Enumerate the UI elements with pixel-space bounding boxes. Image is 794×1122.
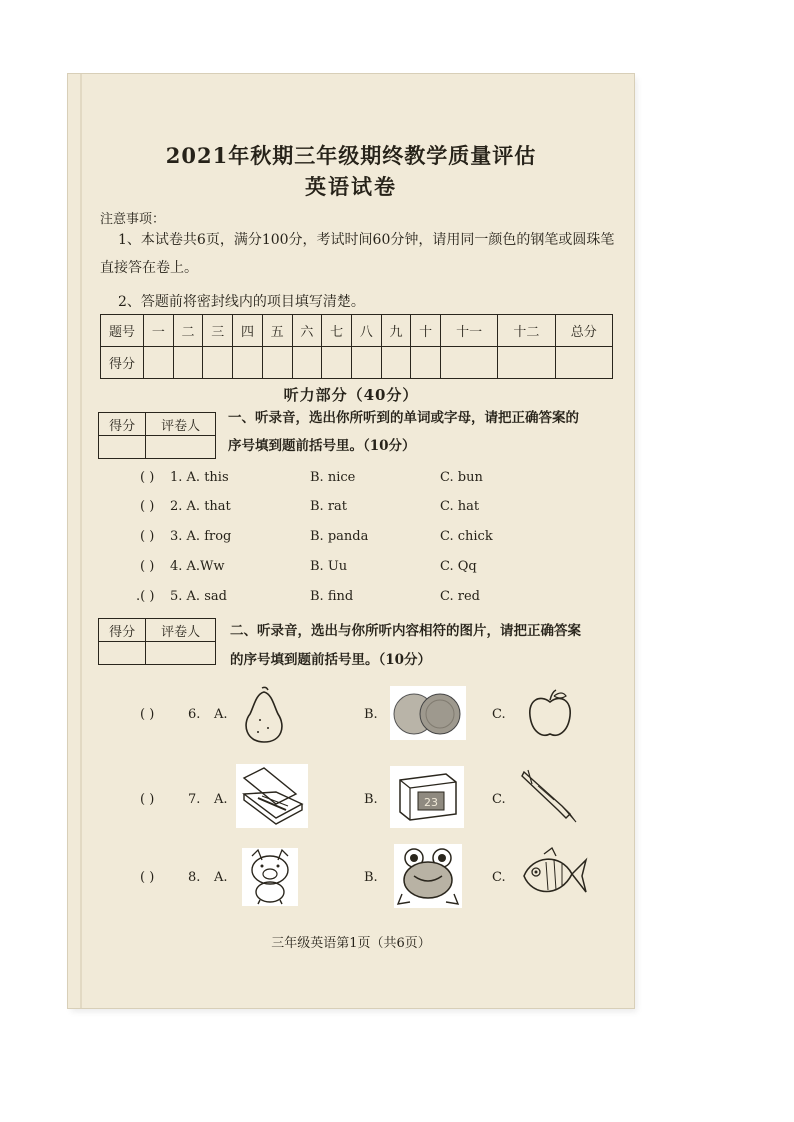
pen-picture[interactable] — [518, 766, 580, 828]
answer-bracket[interactable]: ( ) — [140, 529, 155, 544]
option-b: B. nice — [310, 470, 356, 485]
option-c: C. chick — [440, 529, 493, 544]
score-table-header: 三 — [203, 315, 233, 347]
pig-picture[interactable] — [242, 848, 298, 906]
score-cell[interactable] — [322, 347, 352, 379]
score-table-header: 十二 — [498, 315, 555, 347]
notice-item-2: 2、答题前将密封线内的项目填写清楚。 — [118, 294, 365, 310]
grader-name-cell[interactable] — [146, 642, 216, 665]
option-a: 1. A. this — [170, 470, 229, 485]
notice-item-1: 1、本试卷共6页，满分100分，考试时间60分钟，请用同一颜色的钢笔或圆珠笔直接答在卷上。 — [100, 232, 615, 276]
section2-instruction-line2: 的序号填到题前括号里。（10分） — [230, 652, 432, 668]
score-table-header: 八 — [351, 315, 381, 347]
eraser-picture[interactable] — [390, 766, 464, 828]
option-a-label: A. — [214, 707, 228, 722]
option-c: C. hat — [440, 499, 480, 514]
pear-picture[interactable] — [236, 684, 292, 746]
svg-text:23: 23 — [424, 796, 438, 809]
page-fold-line — [80, 74, 82, 1008]
option-b: B. panda — [310, 529, 369, 544]
score-table-header: 六 — [292, 315, 322, 347]
answer-bracket[interactable]: ( ) — [140, 559, 155, 574]
question-number: 7. — [188, 792, 201, 807]
score-table-header: 一 — [144, 315, 174, 347]
option-b: B. rat — [310, 499, 348, 514]
answer-bracket[interactable]: ( ) — [140, 499, 155, 514]
option-c-label: C. — [492, 707, 506, 722]
frog-picture[interactable] — [394, 844, 462, 908]
answer-bracket[interactable]: ( ) — [140, 792, 155, 807]
option-b-label: B. — [364, 870, 378, 885]
answer-bracket[interactable]: ( ) — [140, 707, 155, 722]
listening-section-heading: 听力部分（40分） — [283, 386, 419, 404]
option-c: C. red — [440, 589, 480, 604]
option-c-label: C. — [492, 870, 506, 885]
grader-table-2 — [98, 618, 216, 665]
orange-picture[interactable] — [390, 686, 466, 740]
grader-score-label: 得分 — [99, 619, 146, 642]
answer-bracket[interactable]: .( ) — [136, 589, 155, 604]
option-c-label: C. — [492, 792, 506, 807]
score-table-header: 二 — [173, 315, 203, 347]
score-cell[interactable] — [144, 347, 174, 379]
score-table-score-row — [101, 347, 613, 379]
question-number: 6. — [188, 707, 201, 722]
option-b-label: B. — [364, 707, 378, 722]
option-b-label: B. — [364, 792, 378, 807]
grader-name-cell[interactable] — [146, 436, 216, 459]
exam-subtitle: 英语试卷 — [305, 174, 397, 199]
score-cell[interactable] — [262, 347, 292, 379]
score-table-header: 题号 — [101, 315, 144, 347]
option-a: 5. A. sad — [170, 589, 227, 604]
grader-score-cell[interactable] — [99, 642, 146, 665]
score-cell[interactable] — [381, 347, 411, 379]
section2-instruction-line1: 二、听录音，选出与你所听内容相符的图片，请把正确答案 — [230, 623, 581, 639]
score-table-header: 总分 — [555, 315, 612, 347]
grader-table-1 — [98, 412, 216, 459]
score-cell[interactable] — [173, 347, 203, 379]
score-table-header: 七 — [322, 315, 352, 347]
grader-score-label: 得分 — [99, 413, 146, 436]
score-table-header: 五 — [262, 315, 292, 347]
score-table — [100, 314, 613, 379]
score-table-header: 十 — [411, 315, 441, 347]
score-table-header-row — [101, 315, 613, 347]
pencil-box-picture[interactable] — [236, 764, 308, 828]
score-table-header: 十一 — [441, 315, 498, 347]
score-table-header: 四 — [233, 315, 263, 347]
score-table-header: 九 — [381, 315, 411, 347]
option-a: 4. A.Ww — [170, 559, 225, 574]
grader-score-cell[interactable] — [99, 436, 146, 459]
option-b: B. Uu — [310, 559, 348, 574]
score-cell[interactable] — [498, 347, 555, 379]
grader-name-label: 评卷人 — [146, 619, 216, 642]
exam-title: 2021年秋期三年级期终教学质量评估 — [165, 143, 537, 168]
question-number: 8. — [188, 870, 201, 885]
option-a: 3. A. frog — [170, 529, 232, 544]
exam-sheet — [68, 74, 634, 1008]
answer-bracket[interactable]: ( ) — [140, 470, 155, 485]
section1-instruction-line1: 一、听录音，选出你所听到的单词或字母，请把正确答案的 — [228, 410, 579, 426]
option-c: C. Qq — [440, 559, 477, 574]
score-cell[interactable] — [203, 347, 233, 379]
option-b: B. find — [310, 589, 354, 604]
score-table-row-label: 得分 — [101, 347, 144, 379]
score-cell[interactable] — [411, 347, 441, 379]
score-cell[interactable] — [292, 347, 322, 379]
score-cell[interactable] — [441, 347, 498, 379]
option-a-label: A. — [214, 870, 228, 885]
grader-name-label: 评卷人 — [146, 413, 216, 436]
answer-bracket[interactable]: ( ) — [140, 870, 155, 885]
notice-label: 注意事项： — [100, 212, 166, 227]
fish-picture[interactable] — [516, 846, 590, 906]
score-cell[interactable] — [351, 347, 381, 379]
score-cell[interactable] — [555, 347, 612, 379]
option-c: C. bun — [440, 470, 483, 485]
option-a: 2. A. that — [170, 499, 231, 514]
page-footer: 三年级英语第1页（共6页） — [271, 936, 431, 951]
score-cell[interactable] — [233, 347, 263, 379]
section1-instruction-line2: 序号填到题前括号里。（10分） — [228, 438, 416, 454]
option-a-label: A. — [214, 792, 228, 807]
apple-picture[interactable] — [526, 688, 574, 740]
